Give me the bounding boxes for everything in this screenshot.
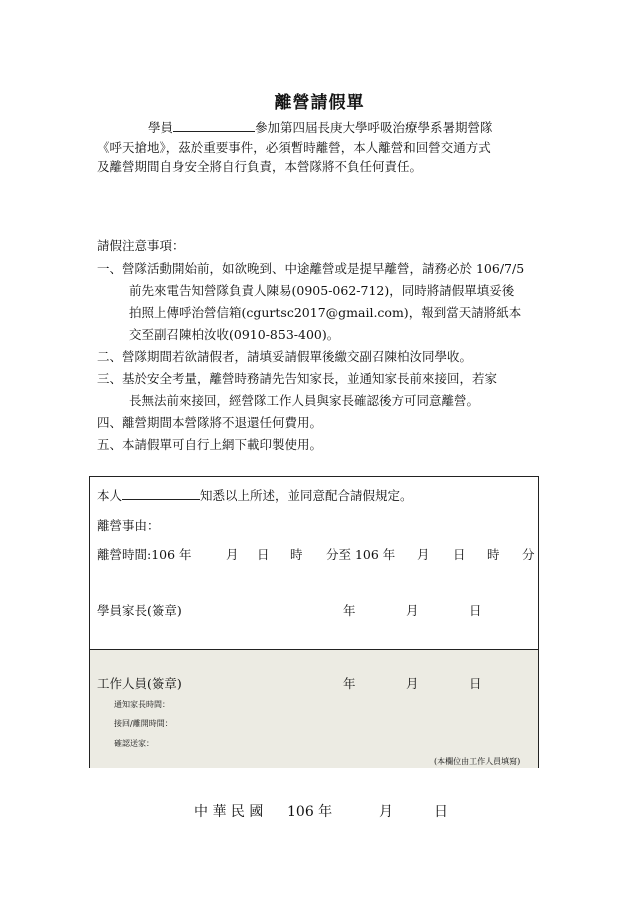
intro-line-1 [148,118,493,136]
parent-signature-label: 學員家長(簽章) [97,603,182,618]
note-item-2: 二、營隊期間若欲請假者，請填妥請假單後繳交副召陳柏汝同學收。 [97,349,473,364]
note-item-3-line-2: 長無法前來接回，經營隊工作人員與家長確認後方可同意離營。 [129,393,480,408]
note-item-1-line-1: 一、營隊活動開始前，如欲晚到、中途離營或是提早離營，請務必於 106/7/5 [97,261,525,276]
staff-pickup-time-label: 接回/離開時間： [114,719,173,728]
time-min-to: 分至 106 年 [326,547,396,562]
notes-heading: 請假注意事項： [97,238,185,253]
staff-month: 月 [406,676,419,691]
intro-line-2: 《呼天搶地》，茲於重要事件，必須暫時離營，本人離營和回營交通方式 [97,140,491,155]
note-item-3-line-1: 三、基於安全考量，離營時務請先告知家長，並通知家長前來接回，若家 [97,371,498,386]
footer-roc: 中 華 民 國 [194,804,264,820]
intro-student-label: 學員 [148,120,174,135]
footer-day: 日 [434,804,448,820]
time-min-2: 分 [522,547,535,562]
note-item-1-line-3: 拍照上傳呼治營信箱(cgurtsc2017@gmail.com)，報到當天請將紙本 [129,305,522,320]
parent-month: 月 [406,603,419,618]
staff-signature-label: 工作人員(簽章) [97,676,182,691]
footer-month: 月 [379,804,393,820]
staff-notify-time-label: 通知家長時間： [114,700,170,709]
parent-day: 日 [469,603,482,618]
footer-year: 106 年 [287,804,333,820]
note-item-5: 五、本請假單可自行上網下載印製使用。 [97,437,323,452]
note-item-1-line-4: 交至副召陳柏汝收(0910-853-400)。 [129,327,340,342]
intro-line-1-text: 參加第四屆長庚大學呼吸治療學系暑期營隊 [255,120,493,135]
consent-name-blank[interactable] [122,487,200,500]
staff-year: 年 [343,676,356,691]
page-title: 離營請假單 [274,93,365,113]
intro-line-3: 及離營期間自身安全將自行負責，本營隊將不負任何責任。 [97,159,423,174]
time-day: 日 [257,547,270,562]
student-name-blank[interactable] [173,119,255,132]
consent-text: 知悉以上所述，並同意配合請假規定。 [200,488,413,503]
time-hour-2: 時 [487,547,500,562]
staff-section [90,649,538,768]
reason-label: 離營事由： [97,518,160,533]
time-month-2: 月 [417,547,430,562]
staff-note: (本欄位由工作人員填寫) [434,757,521,766]
time-hour: 時 [290,547,303,562]
time-month: 月 [226,547,239,562]
staff-confirm-home-label: 確認送家： [114,739,154,748]
leave-form-box [89,476,539,768]
time-day-2: 日 [453,547,466,562]
note-item-1-line-2: 前先來電告知營隊負責人陳易(0905-062-712)，同時將請假單填妥後 [129,283,515,298]
consent-line [97,486,413,504]
staff-day: 日 [469,676,482,691]
note-item-4: 四、離營期間本營隊將不退還任何費用。 [97,415,323,430]
parent-year: 年 [343,603,356,618]
consent-prefix: 本人 [97,488,123,503]
time-label: 離營時間:106 年 [97,547,192,562]
